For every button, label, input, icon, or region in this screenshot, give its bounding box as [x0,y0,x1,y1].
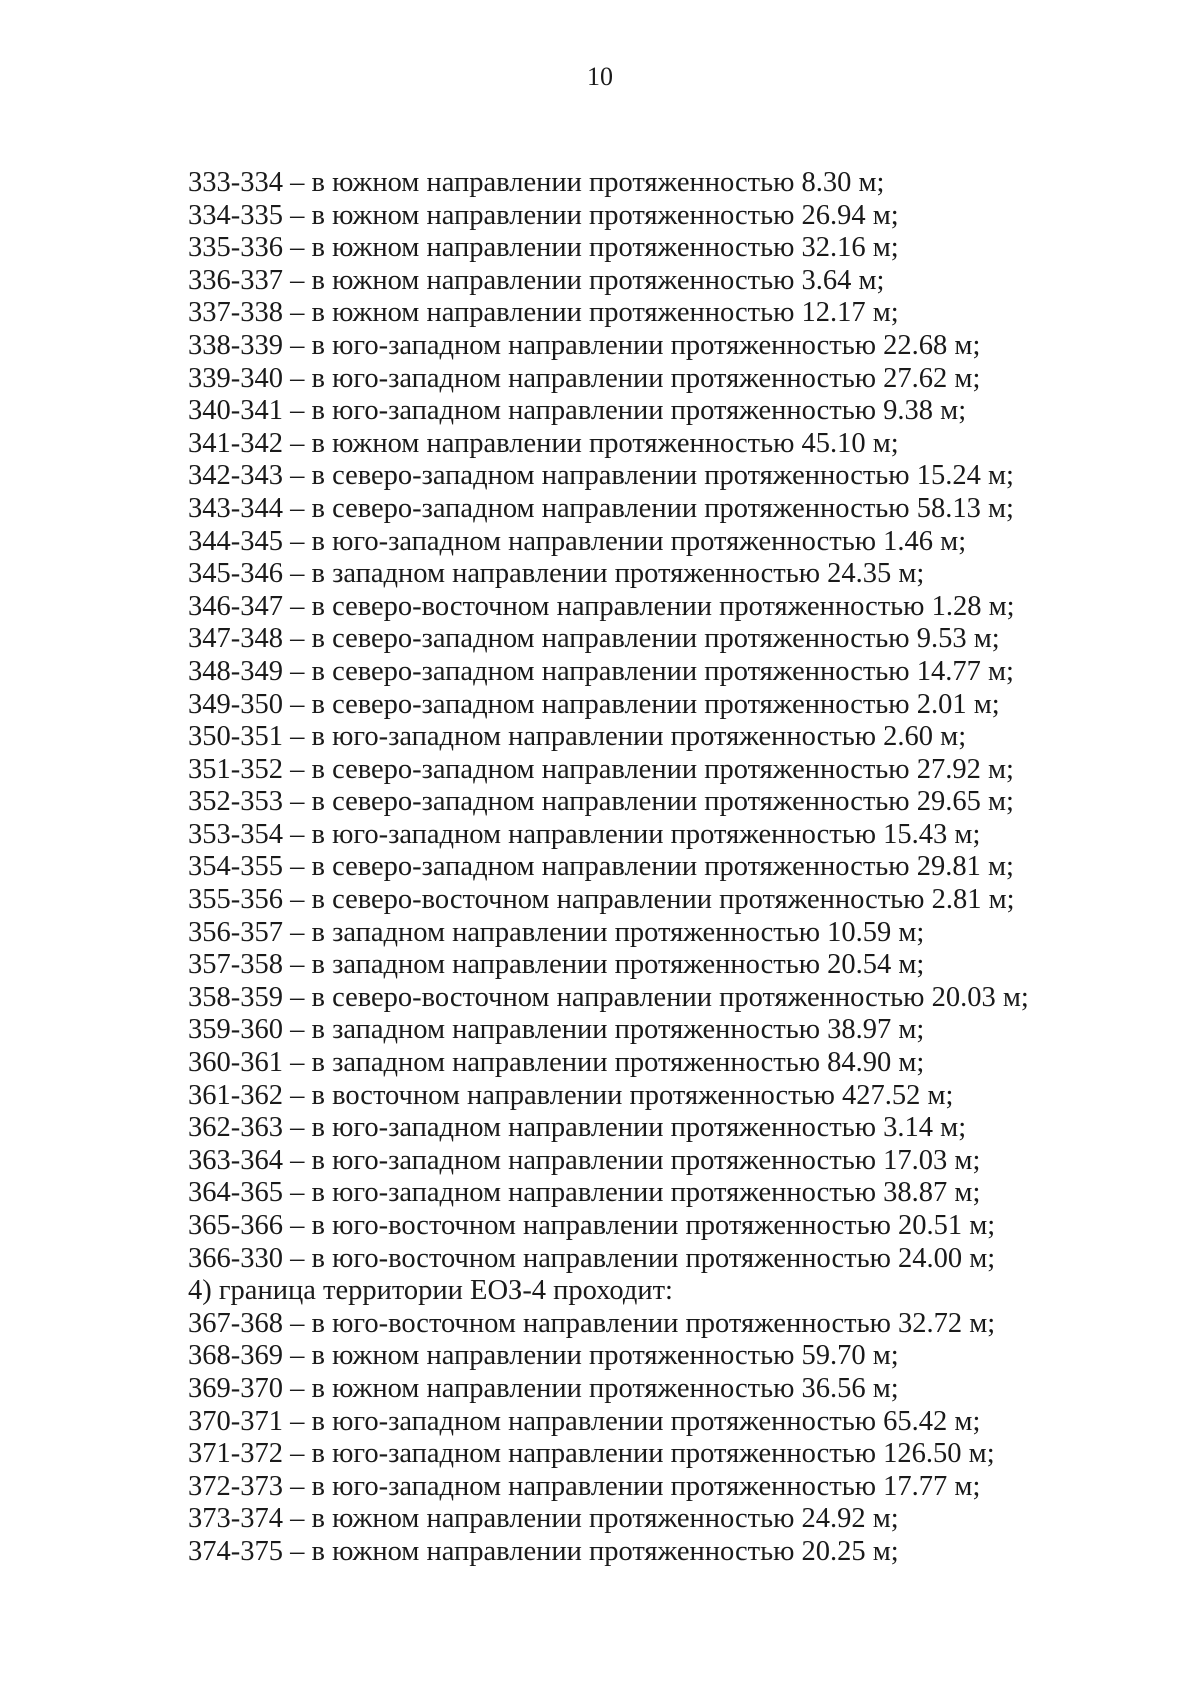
boundary-segment-line: 372-373 – в юго-западном направлении протяженностью 17.77 м; [188,1470,981,1502]
boundary-segment-line: 354-355 – в северо-западном направлении протяженностью 29.81 м; [188,851,1014,883]
boundary-description-list [188,167,1168,1569]
boundary-segment-line: 358-359 – в северо-восточном направлении протяженностью 20.03 м; [188,981,1029,1013]
boundary-segment-line: 365-366 – в юго-восточном направлении протяженностью 20.51 м; [188,1210,996,1241]
boundary-segment-line: 343-344 – в северо-западном направлении протяженностью 58.13 м; [188,492,1014,524]
boundary-segment-line: 361-362 – в восточном направлении протяженностью 427.52 м; [188,1079,954,1111]
boundary-segment-line: 336-337 – в южном направлении протяженностью 3.64 м; [188,264,885,296]
boundary-segment-line: 340-341 – в юго-западном направлении протяженностью 9.38 м; [188,395,967,427]
boundary-segment-line: 339-340 – в юго-западном направлении протяженностью 27.62 м; [188,362,981,394]
boundary-segment-line: 353-354 – в юго-западном направлении протяженностью 15.43 м; [188,818,981,850]
boundary-segment-line: 357-358 – в западном направлении протяженностью 20.54 м; [188,949,925,981]
page-number: 10 [587,62,613,91]
boundary-segment-line: 349-350 – в северо-западном направлении протяженностью 2.01 м; [188,688,1000,720]
boundary-segment-line: 355-356 – в северо-восточном направлении протяженностью 2.81 м; [188,884,1015,916]
boundary-segment-line: 364-365 – в юго-западном направлении протяженностью 38.87 м; [188,1177,981,1209]
boundary-segment-line: 334-335 – в южном направлении протяженностью 26.94 м; [188,199,899,231]
boundary-segment-line: 348-349 – в северо-западном направлении протяженностью 14.77 м; [188,655,1014,687]
boundary-segment-line: 360-361 – в западном направлении протяженностью 84.90 м; [188,1047,925,1079]
boundary-segment-line: 338-339 – в юго-западном направлении протяженностью 22.68 м; [188,329,981,361]
boundary-segment-line: 367-368 – в юго-восточном направлении протяженностью 32.72 м; [188,1307,996,1339]
boundary-segment-line: 347-348 – в северо-западном направлении протяженностью 9.53 м; [188,623,1000,655]
boundary-segment-line: 341-342 – в южном направлении протяженностью 45.10 м; [188,427,899,459]
boundary-segment-line: 352-353 – в северо-западном направлении протяженностью 29.65 м; [188,786,1014,818]
boundary-segment-line: 371-372 – в юго-западном направлении протяженностью 126.50 м; [188,1438,995,1470]
boundary-segment-line: 333-334 – в южном направлении протяженностью 8.30 м; [188,167,885,198]
boundary-segment-line: 366-330 – в юго-восточном направлении протяженностью 24.00 м; [188,1242,996,1274]
boundary-segment-line: 356-357 – в западном направлении протяженностью 10.59 м; [188,916,925,948]
boundary-segment-line: 346-347 – в северо-восточном направлении протяженностью 1.28 м; [188,590,1015,622]
boundary-segment-line: 342-343 – в северо-западном направлении протяженностью 15.24 м; [188,460,1014,492]
boundary-segment-line: 345-346 – в западном направлении протяженностью 24.35 м; [188,558,925,590]
boundary-segment-line: 373-374 – в южном направлении протяженностью 24.92 м; [188,1503,899,1535]
boundary-segment-line: 344-345 – в юго-западном направлении протяженностью 1.46 м; [188,525,967,557]
boundary-segment-line: 335-336 – в южном направлении протяженностью 32.16 м; [188,232,899,264]
boundary-segment-line: 368-369 – в южном направлении протяженностью 59.70 м; [188,1340,899,1372]
boundary-segment-line: 363-364 – в юго-западном направлении протяженностью 17.03 м; [188,1144,981,1176]
boundary-segment-line: 374-375 – в южном направлении протяженностью 20.25 м; [188,1535,899,1567]
boundary-segment-line: 351-352 – в северо-западном направлении протяженностью 27.92 м; [188,753,1014,785]
boundary-segment-line: 362-363 – в юго-западном направлении протяженностью 3.14 м; [188,1112,967,1144]
boundary-segment-line: 4) граница территории ЕОЗ-4 проходит: [188,1275,673,1307]
boundary-segment-line: 369-370 – в южном направлении протяженностью 36.56 м; [188,1372,899,1404]
boundary-segment-line: 359-360 – в западном направлении протяженностью 38.97 м; [188,1014,925,1046]
boundary-segment-line: 337-338 – в южном направлении протяженностью 12.17 м; [188,297,899,329]
boundary-segment-line: 350-351 – в юго-западном направлении протяженностью 2.60 м; [188,721,967,753]
boundary-segment-line: 370-371 – в юго-западном направлении протяженностью 65.42 м; [188,1405,981,1437]
